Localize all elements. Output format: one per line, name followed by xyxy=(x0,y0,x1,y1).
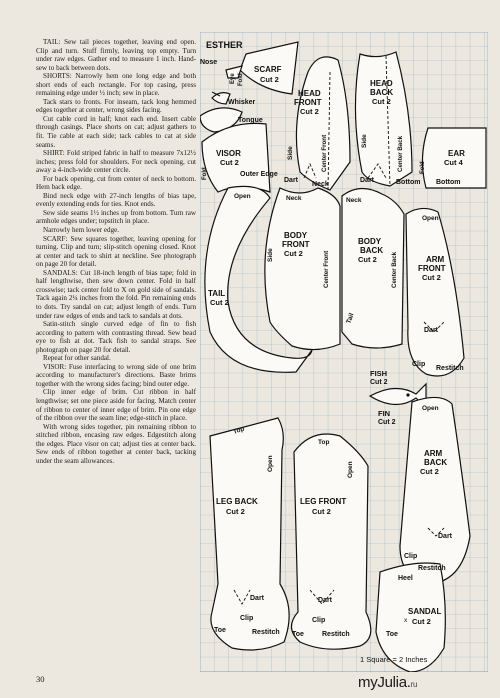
instruction-paragraph: SHORTS: Narrowly hem one long edge and both short ends of each rectangle. For top casing, press remaining edge under ½ inch; sew in place. xyxy=(36,72,196,98)
scarf-name: SCARF xyxy=(254,65,282,74)
instruction-paragraph: For back opening, cut from center of neck to bottom. Hem back edge. xyxy=(36,174,196,192)
label-side-head: Side xyxy=(287,146,294,160)
label-side-headback: Side xyxy=(361,134,368,148)
instruction-paragraph: Narrowly hem lower edge. xyxy=(43,226,120,235)
label-fold-visor: Fold xyxy=(202,167,208,180)
label-restitch-armfront: Restitch xyxy=(436,365,464,372)
arm-front-cut: Cut 2 xyxy=(422,273,441,282)
label-x-sandal: x xyxy=(404,617,408,624)
tail-cut: Cut 2 xyxy=(210,298,229,307)
instruction-paragraph: TAIL: Sew tail pieces together, leaving end open. Clip and turn. Stuff firmly, leaving top empty. Turn under raw edges. Gather end to measure 1 inch. Hand-sew to back between dots. xyxy=(36,38,196,72)
label-center-front-head: Center Front xyxy=(321,134,328,172)
body-back-name2: BACK xyxy=(360,246,384,255)
label-outer-edge: Outer Edge xyxy=(240,171,278,178)
label-clip-armback: Clip xyxy=(404,553,418,560)
label-dart-headback: Dart xyxy=(360,177,375,184)
label-open-legback: Open xyxy=(267,455,274,472)
arm-back-name2: BACK xyxy=(424,458,448,467)
label-bottom-ear: Bottom xyxy=(436,179,461,186)
head-back-cut: Cut 2 xyxy=(372,97,391,106)
label-neck-head: Neck xyxy=(312,181,329,188)
pattern-title: ESTHER xyxy=(206,40,243,50)
label-toe-sandal: Toe xyxy=(386,631,398,638)
instruction-paragraph: Clip inner edge of brim. Cut ribbon in half lengthwise; set one piece aside for facing. Match center of ribbon to center of inner edge of brim. Pin one edge of the ribbon over the seam line; edge-stitch in place. xyxy=(36,388,196,423)
label-whisker: Whisker xyxy=(228,99,256,106)
instruction-paragraph: Repeat for other sandal. xyxy=(43,354,111,363)
label-dart-legback: Dart xyxy=(250,595,265,602)
instruction-paragraph: Sew side seams 1½ inches up from bottom. Turn raw armhole edges under; topstitch in place. xyxy=(36,208,196,226)
label-restitch-legback: Restitch xyxy=(252,629,280,636)
label-dart-legfront: Dart xyxy=(318,597,333,604)
head-back-name: HEAD xyxy=(370,79,393,88)
fin-name: FIN xyxy=(378,409,391,418)
label-nose: Nose xyxy=(200,59,218,66)
instruction-paragraph: Tack stars to fronts. For inseam, tack long hemmed edges together at center, wrong sides facing. xyxy=(36,97,196,115)
label-neck-body: Neck xyxy=(286,195,302,202)
label-tail-mark: Tail xyxy=(345,312,356,325)
instruction-paragraph: Bind neck edge with 27-inch lengths of bias tape, evenly extending ends for ties. Knot ends. xyxy=(36,191,196,209)
body-back-name: BODY xyxy=(358,237,382,246)
instruction-paragraph: With wrong sides together, pin remaining ribbon to stitched ribbon, encasing raw edges. Edgestitch along the edges. Place visor on cat; adjust ties at center back. Sew ends of ribbon together at center back, tacking under the seam allowances. xyxy=(36,422,196,465)
label-clip-legfront: Clip xyxy=(312,617,326,624)
body-front-name2: FRONT xyxy=(282,240,310,249)
label-clip-armfront: Clip xyxy=(412,361,426,368)
head-front-name2: FRONT xyxy=(294,98,322,107)
label-fold-scarf: Fold xyxy=(238,73,244,86)
label-fold-ear: Fold xyxy=(420,161,426,174)
instruction-paragraph: SHIRT: Fold striped fabric in half to measure 7x12½ inches; press fold for shoulders. For neck opening, cut away a 4-inch-wide center circle. xyxy=(36,149,196,175)
arm-back-name: ARM xyxy=(424,449,443,458)
fish-name: FISH xyxy=(370,369,388,378)
leg-back-name: LEG BACK xyxy=(216,497,258,506)
visor-cut: Cut 2 xyxy=(220,158,239,167)
instruction-paragraph: Cut cable cord in half; knot each end. Insert cable through casings. Place shorts on cat; adjust gathers to fit. Tie cable at each side; tack cables to cat at side seams. xyxy=(36,114,196,149)
label-side-body: Side xyxy=(267,248,274,262)
leg-front-name: LEG FRONT xyxy=(300,497,347,506)
ear-cut: Cut 4 xyxy=(444,158,463,167)
label-heel: Heel xyxy=(398,575,413,582)
arm-front-name2: FRONT xyxy=(418,264,446,273)
fish-cut: Cut 2 xyxy=(370,379,388,386)
tail-name: TAIL xyxy=(208,289,226,298)
label-top-legback: Top xyxy=(232,425,246,436)
label-open-arm: Open xyxy=(422,215,439,222)
label-neck-bodyback: Neck xyxy=(346,197,362,204)
label-tongue: Tongue xyxy=(238,117,263,124)
ear-name: EAR xyxy=(448,149,465,158)
label-restitch-legfront: Restitch xyxy=(322,631,350,638)
body-front-cut: Cut 2 xyxy=(284,249,303,258)
label-top-legfront: Top xyxy=(318,439,330,446)
instruction-paragraph: VISOR: Fuse interfacing to wrong side of one brim according to manufacturer's directions. Baste brims together with the wrong sides facing; bind outer edge. xyxy=(36,362,196,388)
scale-note: 1 Square = 2 Inches xyxy=(360,655,428,664)
page-number: 30 xyxy=(36,674,45,684)
label-open-tail: Open xyxy=(234,193,251,200)
leg-front-cut: Cut 2 xyxy=(312,507,331,516)
label-clip-legback: Clip xyxy=(240,615,254,622)
visor-name: VISOR xyxy=(216,149,241,158)
label-center-back-head: Center Back xyxy=(397,135,404,172)
label-dart-armfront: Dart xyxy=(424,327,439,334)
body-front-name: BODY xyxy=(284,231,308,240)
instructions-column xyxy=(36,38,196,465)
label-open-legfront: Open xyxy=(347,461,354,478)
label-toe-legback: Toe xyxy=(214,627,226,634)
instruction-paragraph: SANDALS: Cut 18-inch length of bias tape; fold in half lengthwise, then sew down center. Fold in half crosswise; tack center fold to X on gold side of sandals. Tack again 2¼ inches from the fold. Pin remaining ends to dots. Try sandal on cat; adjust length of ends. Turn under raw edges of ends and tack to sandals at dots. xyxy=(36,268,196,320)
fish-eye-dot xyxy=(406,393,409,396)
label-restitch-armback: Restitch xyxy=(418,565,446,572)
watermark xyxy=(358,674,417,691)
label-open-armback: Open xyxy=(422,405,439,412)
label-bottom-head: Bottom xyxy=(396,179,421,186)
sandal-name: SANDAL xyxy=(408,607,442,616)
sandal-cut: Cut 2 xyxy=(412,617,431,626)
pattern-sheet xyxy=(200,32,488,672)
leg-back-cut: Cut 2 xyxy=(226,507,245,516)
arm-front-name: ARM xyxy=(426,255,445,264)
label-toe-legfront: Toe xyxy=(292,631,304,638)
head-front-name: HEAD xyxy=(298,89,321,98)
label-center-back-body: Center Back xyxy=(391,251,398,288)
label-eye: Eye xyxy=(230,73,236,84)
label-dart-headfront: Dart xyxy=(284,177,299,184)
head-back-name2: BACK xyxy=(370,88,394,97)
watermark-domain: ru xyxy=(410,680,418,689)
leg-front-piece xyxy=(291,434,370,649)
arm-back-cut: Cut 2 xyxy=(420,467,439,476)
label-center-front-body: Center Front xyxy=(323,250,330,288)
instruction-paragraph: SCARF: Sew squares together, leaving opening for turning. Clip and turn; slip-stitch opening closed. Knot at center and tack to shirt at neckline. See photograph on page 20 for detail. xyxy=(36,234,196,269)
watermark-main: myJulia. xyxy=(358,674,411,691)
label-dart-armback: Dart xyxy=(438,533,453,540)
fin-cut: Cut 2 xyxy=(378,419,396,426)
scarf-cut: Cut 2 xyxy=(260,75,279,84)
instruction-paragraph: Satin-stitch single curved edge of fin to fish according to pattern with contrasting thread. Sew bead eye to fish at dot. Tack fish to sandal straps. See photograph on page 20 for detail. xyxy=(36,320,196,354)
head-front-cut: Cut 2 xyxy=(300,107,319,116)
body-back-cut: Cut 2 xyxy=(358,255,377,264)
